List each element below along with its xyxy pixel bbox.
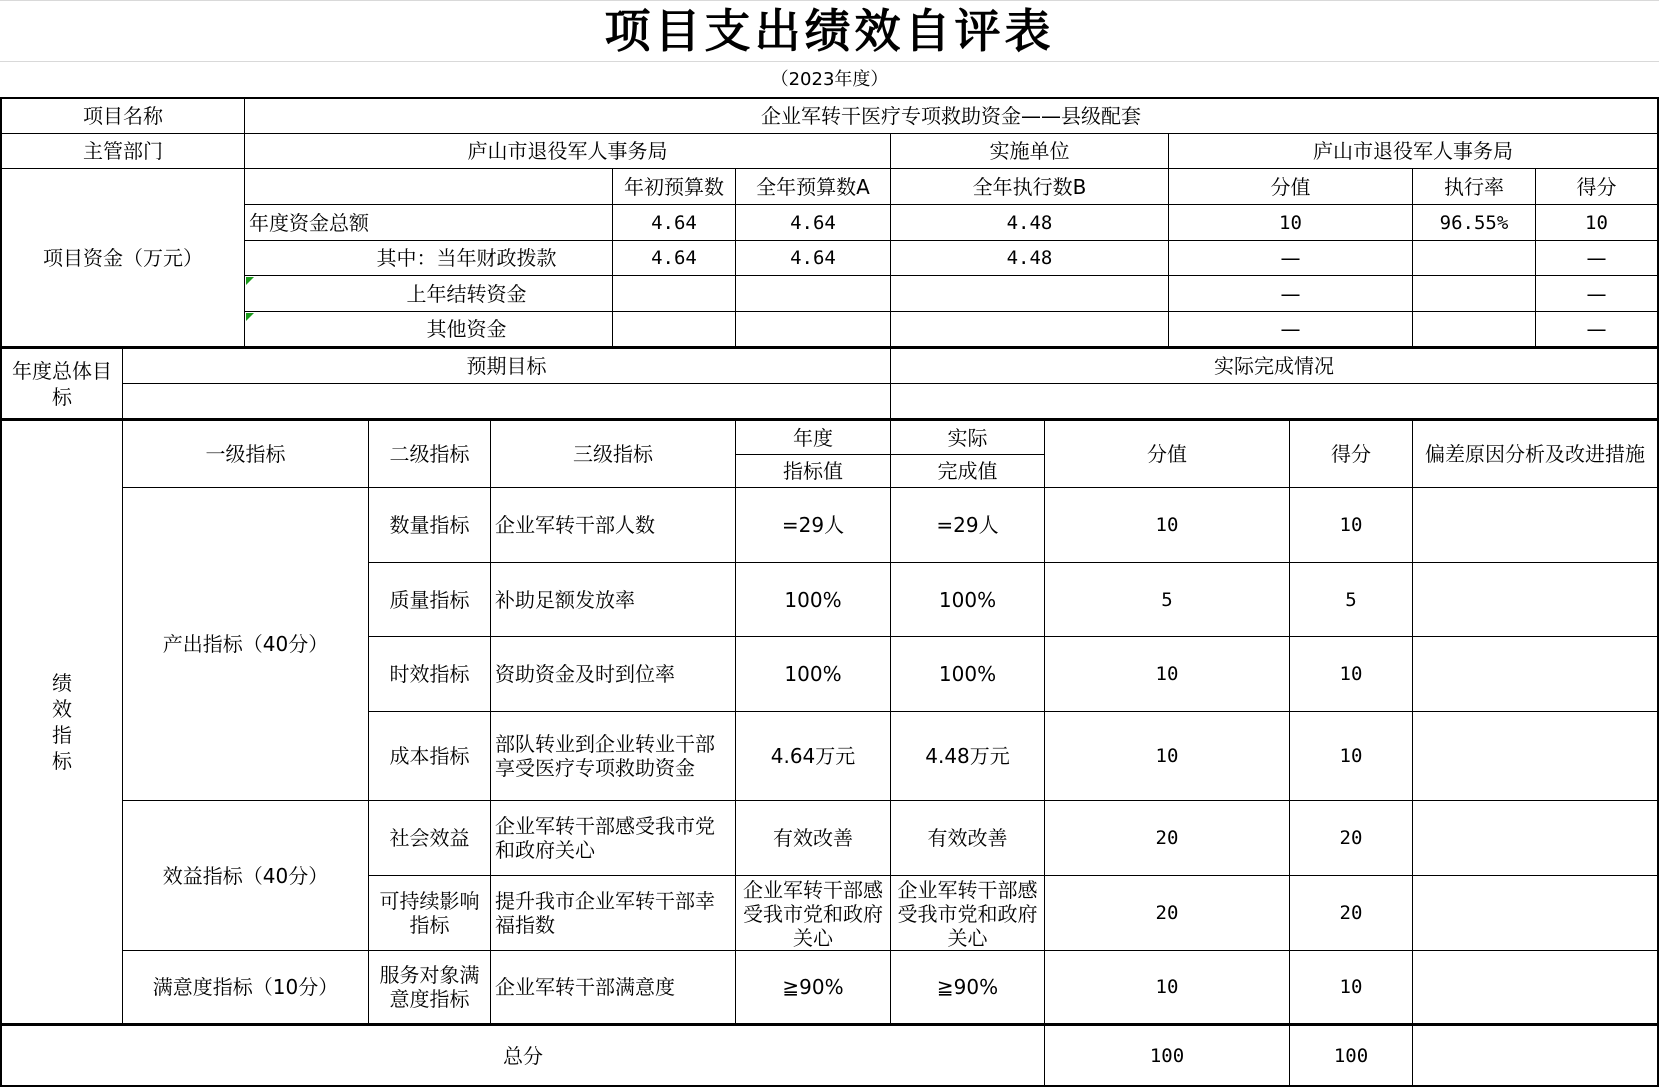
total-label: 总分 — [2, 1026, 1045, 1085]
funds-row-label: 年度资金总额 — [245, 205, 613, 241]
comment-marker-icon — [246, 313, 254, 321]
perf-header-actual-top: 实际 — [891, 421, 1045, 455]
indicator-score: 10 — [1290, 951, 1413, 1024]
indicator-level3: 资助资金及时到位率 — [491, 637, 736, 712]
indicator-deviation — [1413, 951, 1657, 1024]
indicator-level3: 企业军转干部满意度 — [491, 951, 736, 1024]
indicator-score: 10 — [1290, 637, 1413, 712]
indicator-score-value: 10 — [1045, 951, 1290, 1024]
indicator-target: ≧90% — [736, 951, 891, 1024]
performance-label — [2, 421, 123, 1024]
funds-row-initial: 4.64 — [613, 205, 736, 241]
indicator-level3: 提升我市企业军转干部幸福指数 — [491, 876, 736, 951]
perf-header-level1: 一级指标 — [123, 421, 369, 488]
funds-header-annual: 全年预算数A — [736, 169, 891, 205]
funds-row-annual: 4.64 — [736, 205, 891, 241]
indicator-score: 10 — [1290, 712, 1413, 801]
group-output-indicators: 产出指标（40分） — [123, 488, 369, 801]
group-satisfaction-indicators: 满意度指标（10分） — [123, 951, 369, 1024]
indicator-level3: 补助足额发放率 — [491, 563, 736, 637]
funds-row-score-value: — — [1169, 312, 1413, 347]
indicator-level2: 成本指标 — [369, 712, 491, 801]
funds-header-score-value: 分值 — [1169, 169, 1413, 205]
funds-row-score-value: — — [1169, 241, 1413, 276]
funds-row-annual — [736, 312, 891, 347]
dept-label: 主管部门 — [2, 134, 245, 169]
funds-row-executed: 4.48 — [891, 241, 1169, 276]
indicator-target: 100% — [736, 563, 891, 637]
indicator-level2: 社会效益 — [369, 801, 491, 876]
perf-header-deviation: 偏差原因分析及改进措施 — [1413, 421, 1657, 488]
perf-header-actual-bottom: 完成值 — [891, 455, 1045, 488]
indicator-target: 企业军转干部感受我市党和政府关心 — [736, 876, 891, 951]
indicator-deviation — [1413, 563, 1657, 637]
project-name-value: 企业军转干医疗专项救助资金——县级配套 — [245, 99, 1657, 134]
funds-row-label: 其中：当年财政拨款 — [245, 241, 613, 276]
funds-row-executed — [891, 276, 1169, 312]
project-name-label: 项目名称 — [2, 99, 245, 134]
indicator-actual: 有效改善 — [891, 801, 1045, 876]
indicator-deviation — [1413, 876, 1657, 951]
indicator-actual: ≧90% — [891, 951, 1045, 1024]
goal-actual-value — [891, 384, 1657, 419]
group-benefit-indicators: 效益指标（40分） — [123, 801, 369, 951]
funds-header-rate: 执行率 — [1413, 169, 1536, 205]
indicator-deviation — [1413, 801, 1657, 876]
goal-expected-label: 预期目标 — [123, 349, 891, 384]
goal-actual-label: 实际完成情况 — [891, 349, 1657, 384]
funds-row-rate — [1413, 312, 1536, 347]
indicator-target: 100% — [736, 637, 891, 712]
performance-label-text: 绩效指标 — [52, 671, 72, 773]
funds-header-initial: 年初预算数 — [613, 169, 736, 205]
indicator-level2: 数量指标 — [369, 488, 491, 563]
perf-header-score-value: 分值 — [1045, 421, 1290, 488]
funds-row-score-value: 10 — [1169, 205, 1413, 241]
table-bottom-border — [0, 1085, 1659, 1087]
indicator-deviation — [1413, 637, 1657, 712]
unit-label: 实施单位 — [891, 134, 1169, 169]
funds-row-initial: 4.64 — [613, 241, 736, 276]
funds-row-score: — — [1536, 276, 1657, 312]
indicator-score: 20 — [1290, 801, 1413, 876]
indicator-score-value: 20 — [1045, 876, 1290, 951]
indicator-actual: 100% — [891, 563, 1045, 637]
indicator-level3: 企业军转干部感受我市党和政府关心 — [491, 801, 736, 876]
indicator-score: 20 — [1290, 876, 1413, 951]
dept-value: 庐山市退役军人事务局 — [245, 134, 891, 169]
indicator-actual: =29人 — [891, 488, 1045, 563]
funds-row-score-value: — — [1169, 276, 1413, 312]
indicator-score-value: 20 — [1045, 801, 1290, 876]
funds-row-initial — [613, 276, 736, 312]
funds-row-executed — [891, 312, 1169, 347]
funds-row-score: — — [1536, 241, 1657, 276]
goal-label: 年度总体目标 — [2, 349, 123, 419]
indicator-level3: 企业军转干部人数 — [491, 488, 736, 563]
funds-header-blank — [245, 169, 613, 205]
total-score-value: 100 — [1045, 1026, 1290, 1085]
indicator-actual: 企业军转干部感受我市党和政府关心 — [891, 876, 1045, 951]
indicator-score-value: 5 — [1045, 563, 1290, 637]
indicator-level2: 时效指标 — [369, 637, 491, 712]
indicator-level2: 可持续影响指标 — [369, 876, 491, 951]
funds-row-label: 上年结转资金 — [245, 276, 613, 312]
indicator-level2: 质量指标 — [369, 563, 491, 637]
indicator-target: =29人 — [736, 488, 891, 563]
indicator-score: 10 — [1290, 488, 1413, 563]
indicator-deviation — [1413, 488, 1657, 563]
funds-row-score: 10 — [1536, 205, 1657, 241]
indicator-score-value: 10 — [1045, 712, 1290, 801]
indicator-score: 5 — [1290, 563, 1413, 637]
indicator-score-value: 10 — [1045, 637, 1290, 712]
indicator-target: 4.64万元 — [736, 712, 891, 801]
indicator-score-value: 10 — [1045, 488, 1290, 563]
page-title: 项目支出绩效自评表 — [604, 4, 1055, 58]
funds-row-initial — [613, 312, 736, 347]
indicator-level3: 部队转业到企业转业干部享受医疗专项救助资金 — [491, 712, 736, 801]
perf-header-score: 得分 — [1290, 421, 1413, 488]
funds-row-score: — — [1536, 312, 1657, 347]
perf-header-level2: 二级指标 — [369, 421, 491, 488]
funds-row-rate: 96.55% — [1413, 205, 1536, 241]
total-score: 100 — [1290, 1026, 1413, 1085]
year-subtitle: （2023年度） — [770, 69, 889, 90]
perf-header-target-bottom: 指标值 — [736, 455, 891, 488]
funds-row-executed: 4.48 — [891, 205, 1169, 241]
indicator-actual: 4.48万元 — [891, 712, 1045, 801]
perf-header-level3: 三级指标 — [491, 421, 736, 488]
unit-value: 庐山市退役军人事务局 — [1169, 134, 1657, 169]
funds-row-rate — [1413, 241, 1536, 276]
funds-header-score: 得分 — [1536, 169, 1657, 205]
indicator-deviation — [1413, 712, 1657, 801]
funds-row-annual — [736, 276, 891, 312]
funds-label: 项目资金（万元） — [2, 169, 245, 347]
perf-header-target-top: 年度 — [736, 421, 891, 455]
total-deviation — [1413, 1026, 1657, 1085]
indicator-actual: 100% — [891, 637, 1045, 712]
comment-marker-icon — [246, 277, 254, 285]
funds-row-label: 其他资金 — [245, 312, 613, 347]
indicator-target: 有效改善 — [736, 801, 891, 876]
funds-row-rate — [1413, 276, 1536, 312]
goal-expected-value — [123, 384, 891, 419]
indicator-level2: 服务对象满意度指标 — [369, 951, 491, 1024]
funds-row-annual: 4.64 — [736, 241, 891, 276]
funds-header-executed: 全年执行数B — [891, 169, 1169, 205]
